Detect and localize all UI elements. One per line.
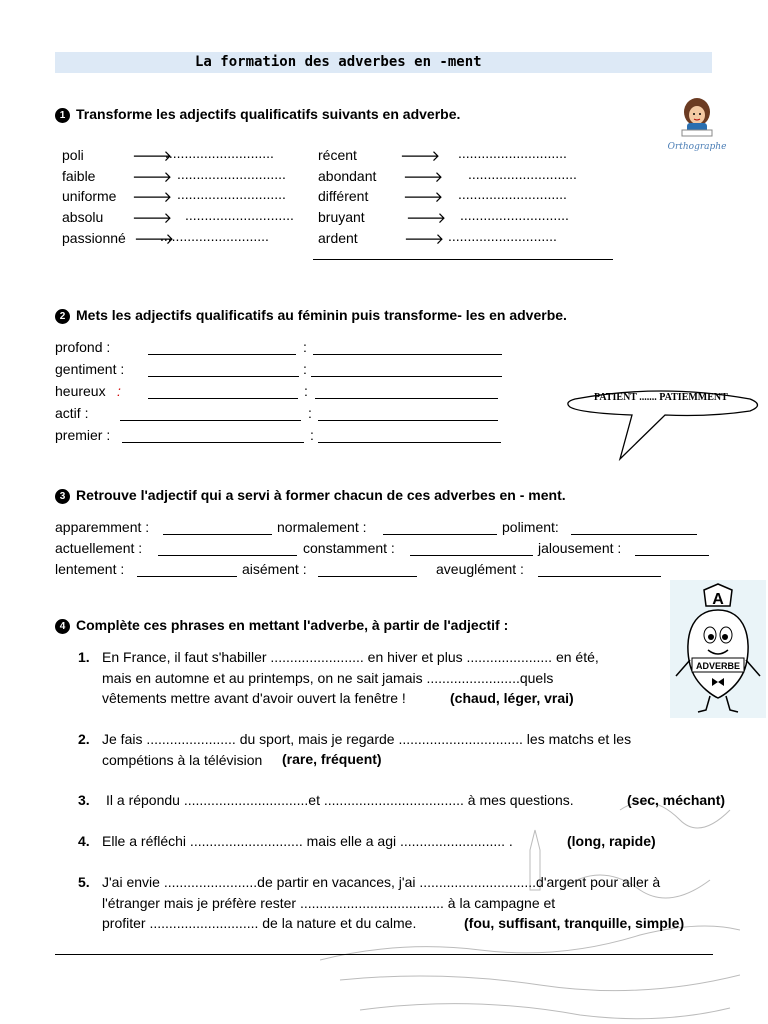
arrow-icon: 🡒: [403, 169, 444, 186]
answer-line: [318, 442, 501, 443]
ex4-heading: [55, 617, 508, 634]
arrow-icon: 🡒: [132, 148, 173, 165]
item-number: 2.: [78, 731, 90, 747]
ex4-instruction: Complète ces phrases en mettant l'adverbe, à partir de l'adjectif :: [76, 617, 509, 633]
sentence-line: En France, il faut s'habiller ........................ en hiver et plus ...................... en été,: [102, 649, 599, 665]
ex2-heading: [55, 307, 567, 324]
answer-blank: ............................: [458, 145, 567, 161]
ex1-adjective-right: abondant: [318, 168, 377, 184]
ex3-adverb: poliment:: [502, 519, 559, 535]
ex1-adjective-left: faible: [62, 168, 96, 184]
ex3-adverb: aveuglément :: [436, 561, 524, 577]
answer-blank: ............................: [468, 166, 577, 182]
hint-adjectives: (chaud, léger, vrai): [450, 690, 574, 706]
hint-adjectives: (long, rapide): [567, 833, 656, 849]
hint-adjectives: (sec, méchant): [627, 792, 726, 808]
sentence-line: Elle a réfléchi ............................. mais elle a agi ........................... .: [102, 833, 513, 849]
ex1-adjective-left: poli: [62, 147, 84, 163]
sentence-line: Il a répondu ................................et .................................... à mes questions.: [106, 792, 574, 808]
answer-blank: ............................: [458, 186, 567, 202]
answer-line: [163, 534, 272, 535]
item-number: 5.: [78, 874, 90, 890]
ex4-number: 4: [55, 619, 70, 634]
answer-blank: ............................: [165, 145, 274, 161]
arrow-icon: 🡒: [404, 231, 445, 248]
ex1-adjective-left: passionné: [62, 230, 126, 246]
answer-line: [383, 534, 497, 535]
ex2-instruction: Mets les adjectifs qualificatifs au féminin puis transforme- les en adverbe.: [76, 307, 567, 323]
answer-line: [158, 555, 297, 556]
answer-line: [313, 354, 502, 355]
answer-line: [148, 354, 296, 355]
ex2-adjective: gentiment :: [55, 361, 125, 377]
answer-line: [311, 376, 502, 377]
answer-line: [148, 398, 298, 399]
arrow-icon: 🡒: [132, 189, 173, 206]
ex3-adverb: constamment :: [303, 540, 395, 556]
ex1-adjective-right: ardent: [318, 230, 358, 246]
sentence-line: mais en automne et au printemps, on ne sait jamais ........................quels: [102, 669, 554, 686]
ex2-separator: :: [304, 383, 308, 399]
ex2-adjective: premier :: [55, 427, 111, 443]
ex1-adjective-left: uniforme: [62, 188, 117, 204]
hint-adjectives: (rare, fréquent): [282, 751, 382, 767]
bubble-text: PATIENT ....... PATIEMMENT: [594, 392, 728, 403]
answer-blank: ............................: [177, 186, 286, 202]
arrow-icon: 🡒: [400, 148, 441, 165]
ex2-number: 2: [55, 309, 70, 324]
ex2-separator: :: [310, 427, 314, 443]
ex2-adjective: profond :: [55, 339, 111, 355]
adverbe-mascot-icon: [670, 580, 766, 718]
adverbe-letter: A: [712, 591, 724, 608]
answer-blank: ............................: [160, 228, 269, 244]
answer-line: [318, 420, 498, 421]
item-number: 3.: [78, 792, 90, 808]
sentence-line: Je fais ....................... du sport, mais je regarde ................................ les matchs et les: [102, 731, 632, 747]
ex1-adjective-right: récent: [318, 147, 357, 163]
ex3-heading: [55, 487, 566, 504]
adverbe-label: ADVERBE: [695, 661, 741, 671]
answer-line: [122, 442, 304, 443]
arrow-icon: 🡒: [132, 210, 173, 227]
arrow-icon: 🡒: [132, 169, 173, 186]
ex3-adverb: jalousement :: [538, 540, 622, 556]
ex2-separator: :: [303, 339, 307, 355]
sentence-line: compétions à la télévision: [102, 751, 263, 768]
ex3-adverb: aisément :: [242, 561, 307, 577]
hint-adjectives: (fou, suffisant, tranquille, simple): [464, 915, 685, 931]
ex3-adverb: normalement :: [277, 519, 367, 535]
ex1-adjective-left: absolu: [62, 209, 104, 225]
ex2-adjective: heureux: [55, 383, 106, 399]
answer-line: [538, 576, 661, 577]
ex1-number: 1: [55, 108, 70, 123]
item-number: 1.: [78, 649, 90, 665]
answer-line: [571, 534, 697, 535]
girl-reading-icon: [664, 94, 730, 156]
answer-line: [315, 398, 498, 399]
ex1-instruction: Transforme les adjectifs qualificatifs suivants en adverbe.: [76, 106, 461, 122]
sentence-line: profiter ............................ de la nature et du calme.: [102, 915, 417, 931]
ex2-separator: :: [308, 405, 312, 421]
answer-line: [318, 576, 417, 577]
page-title: La formation des adverbes en -ment: [195, 54, 482, 70]
arrow-icon: 🡒: [403, 189, 444, 206]
ex1-underline: [313, 259, 613, 260]
answer-blank: ............................: [185, 207, 294, 223]
sentence-line: l'étranger mais je préfère rester ..................................... à la campagne et: [102, 894, 556, 911]
answer-line: [120, 420, 301, 421]
ex3-adverb: apparemment :: [55, 519, 150, 535]
ex3-adverb: lentement :: [55, 561, 125, 577]
item-number: 4.: [78, 833, 90, 849]
ex1-adjective-right: différent: [318, 188, 369, 204]
answer-line: [635, 555, 709, 556]
arrow-icon: 🡒: [134, 231, 175, 248]
ex3-number: 3: [55, 489, 70, 504]
bottom-rule: [55, 954, 713, 955]
answer-line: [410, 555, 533, 556]
ex2-adjective: actif :: [55, 405, 89, 421]
answer-blank: ............................: [460, 207, 569, 223]
ex1-heading: [55, 106, 460, 123]
sentence-line: J'ai envie ........................de partir en vacances, j'ai ..............................d'argent pour aller à: [102, 874, 661, 890]
answer-line: [148, 376, 299, 377]
ex3-adverb: actuellement :: [55, 540, 143, 556]
answer-blank: ............................: [177, 166, 286, 182]
answer-blank: ............................: [448, 228, 557, 244]
ex2-colon: :: [117, 383, 121, 399]
ex3-instruction: Retrouve l'adjectif qui a servi à former chacun de ces adverbes en - ment.: [76, 487, 566, 503]
sentence-line: vêtements mettre avant d'avoir ouvert la fenêtre !: [102, 690, 406, 706]
ex1-adjective-right: bruyant: [318, 209, 365, 225]
girl-caption: Orthographe: [667, 142, 727, 152]
arrow-icon: 🡒: [406, 210, 447, 227]
answer-line: [137, 576, 237, 577]
ex2-separator: :: [303, 361, 307, 377]
